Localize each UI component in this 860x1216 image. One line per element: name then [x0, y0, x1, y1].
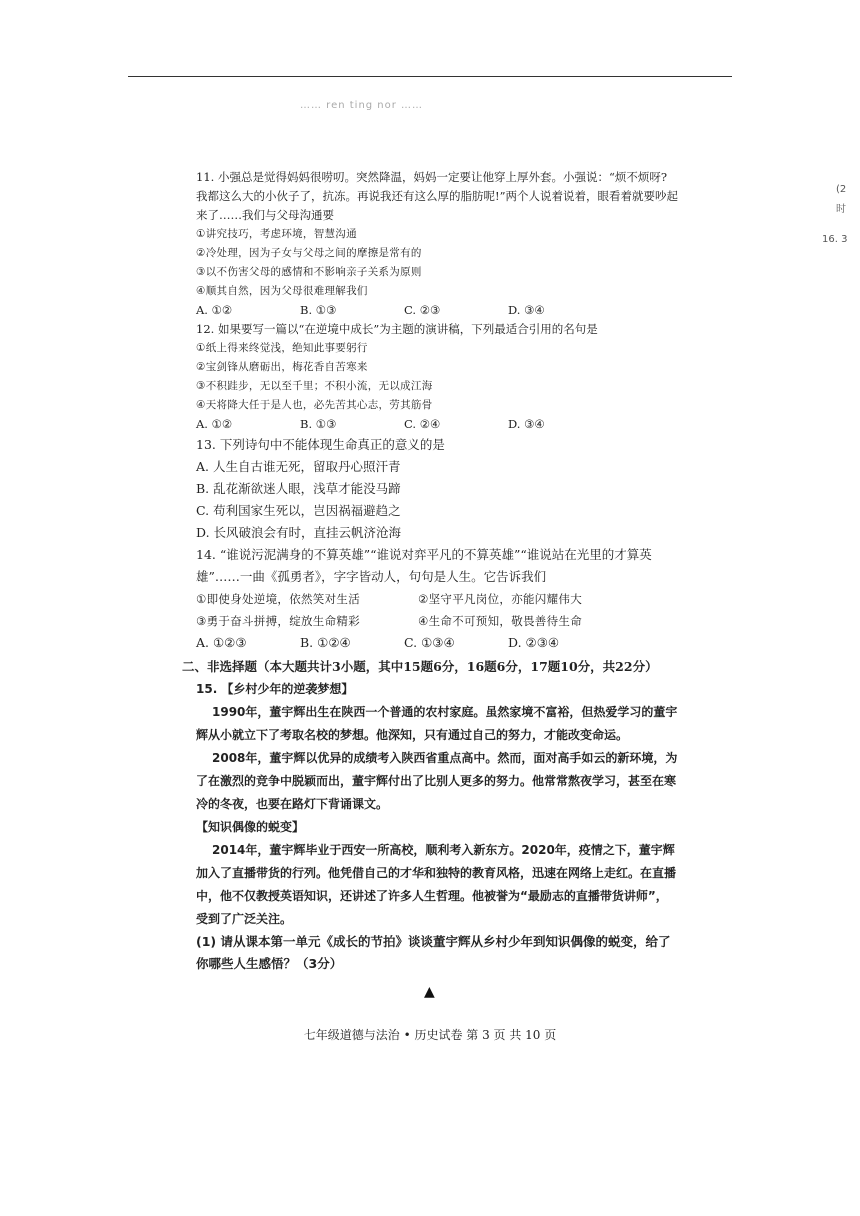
question-12-option-3: ③不积跬步，无以至千里；不积小流，无以成江海	[196, 380, 433, 392]
choice-c: C. ②③	[404, 303, 441, 317]
question-14-option-3: ③勇于奋斗拼搏，绽放生命精彩	[196, 614, 361, 628]
question-14-choices	[196, 632, 678, 654]
choice-d: D. ②③④	[508, 635, 560, 650]
choice-a: A. ①②	[196, 303, 233, 317]
question-13-choice-c: C. 苟利国家生死以，岂因祸福避趋之	[196, 503, 401, 518]
choice-b: B. ①③	[300, 303, 337, 317]
question-12-option-1: ①纸上得来终觉浅，绝知此事要躬行	[196, 342, 368, 354]
continue-triangle-icon: ▲	[424, 984, 435, 1000]
choice-a: A. ①②	[196, 417, 233, 431]
faint-header-text: …… ren ting nor ……	[300, 100, 424, 111]
question-13-choice-a: A. 人生自古谁无死，留取丹心照汗青	[196, 459, 401, 474]
choice-d: D. ③④	[508, 303, 545, 317]
section-2-heading: 二、非选择题（本大题共计3小题，其中15题6分，16题6分，17题10分，共22分）	[182, 659, 658, 674]
question-15-paragraph-2: 2008年，董宇辉以优异的成绩考入陕西省重点高中。然而，面对高手如云的新环境，为了在激烈的竞争中脱颖而出，董宇辉付出了比别人更多的努力。他常常熬夜学习，甚至在寒冷的冬夜，也要在路灯下背诵课文。	[196, 751, 678, 811]
margin-fragment-a: (2	[836, 184, 847, 195]
question-14	[196, 544, 678, 654]
question-14-option-1: ①即使身处逆境，依然笑对生活	[196, 592, 361, 606]
choice-c: C. ①③④	[404, 635, 455, 650]
question-11-option-3: ③以不伤害父母的感情和不影响亲子关系为原则	[196, 266, 422, 278]
question-14-options-row-2	[196, 610, 678, 632]
choice-c: C. ②④	[404, 417, 441, 431]
question-13	[196, 434, 678, 544]
question-15-subquestion-1: (1) 请从课本第一单元《成长的节拍》谈谈董宇辉从乡村少年到知识偶像的蜕变，给了你哪些人生感悟？（3分）	[196, 934, 671, 971]
question-12-option-4: ④天将降大任于是人也，必先苦其心志，劳其筋骨	[196, 399, 433, 411]
question-15-material-title-2: 【知识偶像的蜕变】	[196, 820, 305, 834]
exam-page-body	[182, 168, 678, 975]
question-12-stem: 12. 如果要写一篇以“在逆境中成长”为主题的演讲稿，下列最适合引用的名句是	[196, 322, 598, 336]
question-13-choice-d: D. 长风破浪会有时，直挂云帆济沧海	[196, 525, 402, 540]
question-14-option-4: ④生命不可预知，敬畏善待生命	[418, 614, 583, 628]
question-11	[196, 168, 678, 320]
choice-d: D. ③④	[508, 417, 545, 431]
choice-b: B. ①②④	[300, 635, 351, 650]
top-rule	[128, 76, 732, 77]
question-11-option-2: ②冷处理，因为子女与父母之间的摩擦是常有的	[196, 247, 422, 259]
page-footer: 七年级道德与法治 • 历史试卷 第 3 页 共 10 页	[303, 1028, 557, 1042]
choice-a: A. ①②③	[196, 635, 247, 650]
question-14-option-2: ②坚守平凡岗位，亦能闪耀伟大	[418, 592, 583, 606]
question-11-choices	[196, 301, 678, 320]
question-15-paragraph-1: 1990年，董宇辉出生在陕西一个普通的农村家庭。虽然家境不富裕，但热爱学习的董宇辉从小就立下了考取名校的梦想。他深知，只有通过自己的努力，才能改变命运。	[196, 705, 678, 742]
question-15-paragraph-3: 2014年，董宇辉毕业于西安一所高校，顺利考入新东方。2020年，疫情之下，董宇辉加入了直播带货的行列。他凭借自己的才华和独特的教育风格，迅速在网络上走红。在直播中，他不仅教授英语知识，还讲述了许多人生哲理。他被誉为“最励志的直播带货讲师”，受到了广泛关注。	[196, 843, 677, 926]
question-14-stem: 14. “谁说污泥满身的不算英雄”“谁说对弈平凡的不算英雄”“谁说站在光里的才算英雄”……一曲《孤勇者》，字字皆动人，句句是人生。它告诉我们	[196, 547, 652, 584]
question-15-material-title-1: 15. 【乡村少年的逆袭梦想】	[196, 682, 354, 696]
question-13-choice-b: B. 乱花渐欲迷人眼，浅草才能没马蹄	[196, 481, 401, 496]
question-15	[196, 678, 678, 931]
question-12-choices	[196, 415, 678, 434]
question-11-option-4: ④顺其自然，因为父母很难理解我们	[196, 285, 368, 297]
question-11-option-1: ①讲究技巧，考虑环境，智慧沟通	[196, 228, 357, 240]
question-12-option-2: ②宝剑锋从磨砺出，梅花香自苦寒来	[196, 361, 368, 373]
question-11-stem: 11. 小强总是觉得妈妈很唠叨。突然降温，妈妈一定要让他穿上厚外套。小强说：“烦不烦呀?我都这么大的小伙子了，抗冻。再说我还有这么厚的脂肪呢!”两个人说着说着，眼看着就要吵起来了……我们与父母沟通要	[196, 170, 678, 222]
question-13-stem: 13. 下列诗句中不能体现生命真正的意义的是	[196, 437, 445, 452]
margin-fragment-b: 时	[836, 204, 846, 215]
margin-fragment-c: 16. 3	[822, 234, 848, 245]
question-14-options-row-1	[196, 588, 678, 610]
question-12	[196, 320, 678, 434]
choice-b: B. ①③	[300, 417, 337, 431]
